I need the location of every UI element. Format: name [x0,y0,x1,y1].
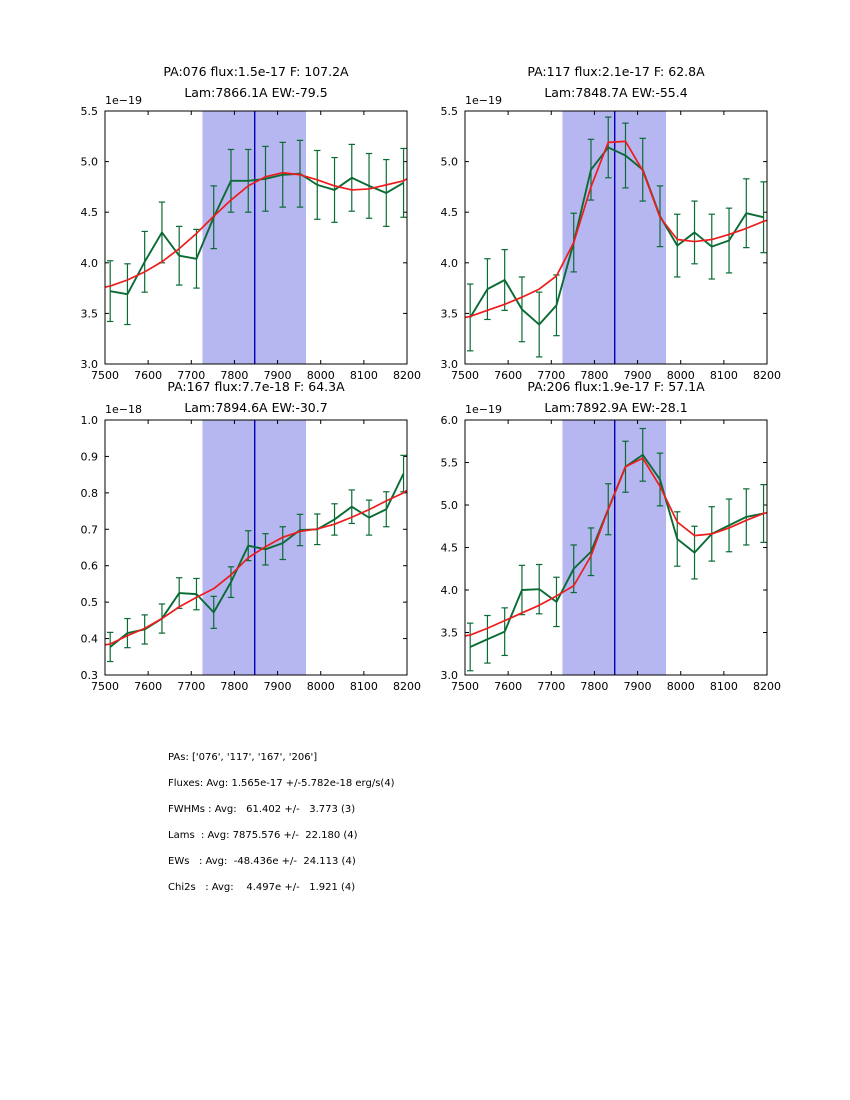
y-tick-label: 6.0 [440,414,458,427]
x-tick-label: 7900 [263,369,292,382]
y-tick-label: 0.8 [80,486,98,500]
x-tick-label: 7500 [451,680,479,693]
x-tick-label: 7700 [177,680,206,693]
y-tick-label: 5.0 [440,499,458,512]
plot-title-pa117 [465,61,767,103]
x-tick-label: 8100 [709,680,738,693]
x-tick-label: 8000 [306,369,335,382]
x-tick-label: 8100 [349,680,378,693]
plot-title-pa076 [105,61,407,103]
y-tick-label: 5.0 [80,155,98,169]
y-tick-label: 0.9 [80,450,98,464]
y-tick-label: 1.0 [80,414,98,427]
x-tick-label: 7700 [537,369,566,382]
x-tick-label: 8000 [666,369,695,382]
plot-title-line1: PA:167 flux:7.7e-18 F: 64.3A [167,379,345,394]
x-tick-label: 8000 [306,680,335,693]
x-tick-label: 8200 [393,680,421,693]
y-tick-label: 4.0 [80,256,98,270]
y-tick-label: 3.5 [440,307,458,321]
plot-title-line1: PA:076 flux:1.5e-17 F: 107.2A [163,64,349,79]
y-tick-label: 5.5 [440,105,458,118]
y-tick-label: 5.0 [440,155,458,169]
summary-line: Chi2s : Avg: 4.497e +/- 1.921 (4) [168,882,356,893]
y-tick-label: 3.0 [440,669,458,682]
x-tick-label: 7500 [91,369,119,382]
plot-title-line2: Lam:7894.6A EW:-30.7 [184,400,328,415]
y-tick-label: 3.0 [80,358,98,371]
x-tick-label: 7900 [263,680,292,693]
y-axis-offset-label: 1e−19 [105,94,142,107]
y-tick-label: 4.5 [440,206,458,220]
subplot-pa206 [425,410,795,702]
x-tick-label: 7700 [537,680,566,693]
y-tick-label: 5.5 [80,105,98,118]
y-tick-label: 0.3 [80,669,98,682]
plot-title-line1: PA:117 flux:2.1e-17 F: 62.8A [527,64,705,79]
summary-line: FWHMs : Avg: 61.402 +/- 3.773 (3) [168,804,356,815]
y-tick-label: 0.7 [80,523,98,537]
subplot-pa117 [425,101,795,393]
y-tick-label: 5.5 [440,456,458,470]
summary-line: Lams : Avg: 7875.576 +/- 22.180 (4) [168,830,358,841]
x-tick-label: 7800 [220,680,249,693]
y-tick-label: 4.5 [440,541,458,555]
y-tick-label: 3.0 [440,358,458,371]
y-axis-offset-label: 1e−19 [465,94,502,107]
x-tick-label: 8200 [753,680,781,693]
x-tick-label: 7500 [451,369,479,382]
plot-title-line2: Lam:7866.1A EW:-79.5 [184,85,328,100]
y-tick-label: 3.5 [80,307,98,321]
plot-title-line2: Lam:7848.7A EW:-55.4 [544,85,688,100]
summary-line: EWs : Avg: -48.436e +/- 24.113 (4) [168,856,356,867]
plot-title-line2: Lam:7892.9A EW:-28.1 [544,400,688,415]
x-tick-label: 7600 [134,680,163,693]
x-tick-label: 8100 [349,369,378,382]
y-tick-label: 4.0 [440,256,458,270]
x-tick-label: 8100 [709,369,738,382]
x-tick-label: 8200 [393,369,421,382]
x-tick-label: 7600 [494,680,523,693]
x-tick-label: 7800 [580,680,609,693]
y-tick-label: 4.0 [440,584,458,597]
x-tick-label: 7700 [177,369,206,382]
x-tick-label: 7600 [494,369,523,382]
summary-line: PAs: ['076', '117', '167', '206'] [168,752,318,763]
y-tick-label: 0.5 [80,596,98,610]
x-tick-label: 7900 [623,369,652,382]
plot-title-line1: PA:206 flux:1.9e-17 F: 57.1A [527,379,705,394]
x-tick-label: 7800 [580,369,609,382]
x-tick-label: 7900 [623,680,652,693]
y-tick-label: 0.6 [80,559,98,573]
x-tick-label: 8000 [666,680,695,693]
y-axis-offset-label: 1e−18 [105,403,142,416]
y-tick-label: 3.5 [440,626,458,640]
summary-line: Fluxes: Avg: 1.565e-17 +/-5.782e-18 erg/s(4) [168,778,395,789]
y-axis-offset-label: 1e−19 [465,403,502,416]
x-tick-label: 7600 [134,369,163,382]
subplot-pa167 [65,410,435,702]
y-tick-label: 4.5 [80,206,98,220]
x-tick-label: 8200 [753,369,781,382]
x-tick-label: 7800 [220,369,249,382]
subplot-pa076 [65,101,435,393]
summary-block [168,745,395,901]
x-tick-label: 7500 [91,680,119,693]
y-tick-label: 0.4 [80,632,98,646]
